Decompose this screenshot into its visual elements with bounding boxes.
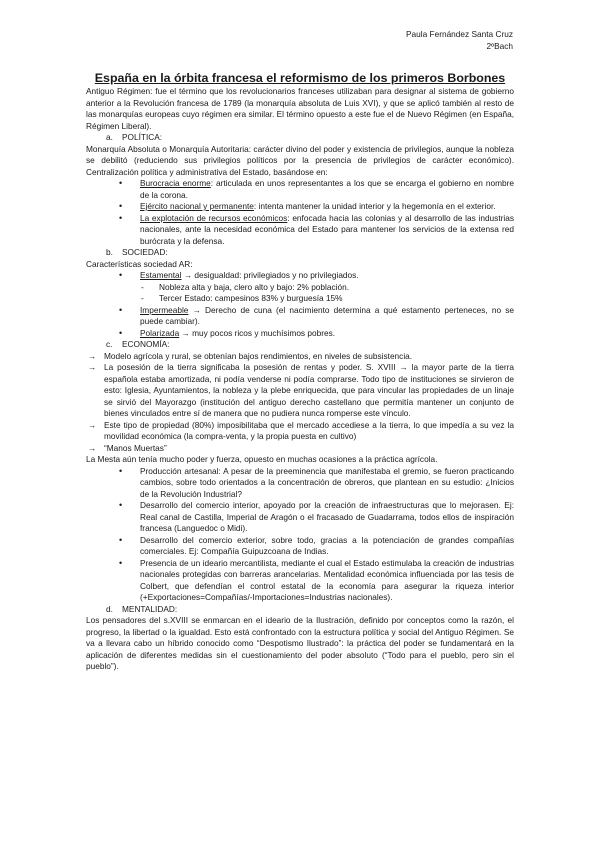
sub-list-item: - Tercer Estado: campesinos 83% y burguesía 15% xyxy=(86,293,514,305)
sub-list-item: - Nobleza alta y baja, clero alto y bajo: 2% población. xyxy=(86,282,514,294)
list-item: • Polarizada → muy pocos ricos y muchísimos pobres. xyxy=(86,328,514,340)
list-item: • Desarrollo del comercio interior, apoyado por la creación de infraestructuras que lo mejorasen. Ej: Real canal de Castilla, Imperial de Aragón o el fracasado de Guadarrama, todos ellos de inspiración francesa (Languedoc o Midi). xyxy=(86,500,514,535)
list-item: • Desarrollo del comercio exterior, sobre todo, gracias a la potenciación de grandes compañías comerciales. Ej: Compañía Guipuzcoana de Indias. xyxy=(86,535,514,558)
intro-paragraph: Antiguo Régimen: fue el término que los revolucionarios franceses utilizaban para designar al sistema de gobierno anterior a la Revolución francesa de 1789 (la monarquía absoluta de Luis XVI), y que se aplicó también al resto de las monarquías europeas cuyo régimen era similar. El término opuesto a este fue el de Nuevo Régimen (en España, Régimen Liberal). xyxy=(86,86,514,131)
list-item: • Ejército nacional y permanente: intenta mantener la unidad interior y la hegemonía en el exterior. xyxy=(86,201,514,213)
sociedad-intro: Características sociedad AR: xyxy=(86,258,193,269)
arrow-item: → Modelo agrícola y rural, se obtenían bajos rendimientos, en niveles de subsistencia. xyxy=(86,351,514,363)
author-name: Paula Fernández Santa Cruz xyxy=(405,29,513,39)
politica-paragraph: Monarquía Absoluta o Monarquía Autoritaria: carácter divino del poder y existencia de privilegios, aunque la nobleza se debilitó (reduciendo sus privilegios políticos por la presencia de privilegios de carácter económico). Centralización política y administrativa del Estado, basándose en: xyxy=(86,143,514,177)
author-block xyxy=(406,28,513,52)
document-body xyxy=(86,86,514,673)
section-heading-sociedad: b. SOCIEDAD: xyxy=(106,247,168,257)
list-item: • La explotación de recursos económicos: enfocada hacia las colonias y al desarrollo de las industrias nacionales, ante la necesidad económica del Estado para mantener los servicios de la extensa red burócrata y la defensa. xyxy=(86,213,514,248)
mentalidad-paragraph: Los pensadores del s.XVIII se enmarcan en el ideario de la Ilustración, definido por conceptos como la razón, el progreso, la libertad o la igualdad. Esto está confrontado con la estructura política y social del Antiguo Régimen. Se va a llevara cabo un híbrido conocido como “Despotismo Ilustrado”: la práctica del poder se fundamentará en la aplicación de diferentes medidas sin el cuestionamiento del poder absoluto (“Todo para el pueblo, pero sin el pueblo”). xyxy=(86,615,514,671)
page-title: España en la órbita francesa el reformismo de los primeros Borbones xyxy=(94,71,506,85)
arrow-item: → Este tipo de propiedad (80%) imposibilitaba que el mercado accediese a la tierra, lo que impedía a su vez la movilidad económica (la compra-venta, y la propia puesta en cultivo) xyxy=(86,420,514,443)
list-item: • Burocracia enorme: articulada en unos representantes a los que se encarga el gobierno en nombre de la corona. xyxy=(86,178,514,201)
list-item: • Producción artesanal: A pesar de la preeminencia que manifestaba el gremio, se fueron practicando cambios, sobre todo orientados a la concentración de obreros, que plantean en su estudio: ¿Inicios de la Revolución Industrial? xyxy=(86,466,514,501)
section-heading-politica: a. POLÍTICA: xyxy=(106,132,163,142)
list-item: • Presencia de un ideario mercantilista, mediante el cual el Estado estimulaba la creación de industrias nacionales protegidas con barreras arancelarias. Mentalidad económica influenciada por las tesis de Colbert, que defendían el control estatal de la economía para asegurar la riqueza interior (+Exportaciones=Compañías/-Importaciones=Industrias nacionales). xyxy=(86,558,514,604)
list-item: • Impermeable → Derecho de cuna (el nacimiento determina a qué estamento perteneces, no se puede cambiar). xyxy=(86,305,514,328)
list-item: • Estamental → desigualdad: privilegiados y no privilegiados. xyxy=(86,270,514,282)
section-heading-economia: c. ECONOMÍA: xyxy=(106,339,170,349)
arrow-item: → “Manos Muertas” xyxy=(86,443,514,455)
arrow-item: → La posesión de la tierra significaba la posesión de rentas y poder. S. XVIII → la mayor parte de la tierra española estaba amortizada, ni podía venderse ni podía comprarse. Todo tipo de instituciones se sirvieron de esto: Iglesia, Ayuntamientos, la nobleza y la plebe enriquecida, que para vincular las propiedades de un linaje se sirvió del Mayorazgo (institución del antiguo derecho castellano que permitía mantener un conjunto de bienes vinculados entre sí de manera que no pudiera nunca romperse este vínculo. xyxy=(86,362,514,420)
section-heading-mentalidad: d. MENTALIDAD: xyxy=(106,603,178,614)
mesta-paragraph: La Mesta aún tenía mucho poder y fuerza, opuesto en muchas ocasiones a la práctica agrícola. xyxy=(86,454,438,464)
course-label: 2ºBach xyxy=(486,41,513,51)
